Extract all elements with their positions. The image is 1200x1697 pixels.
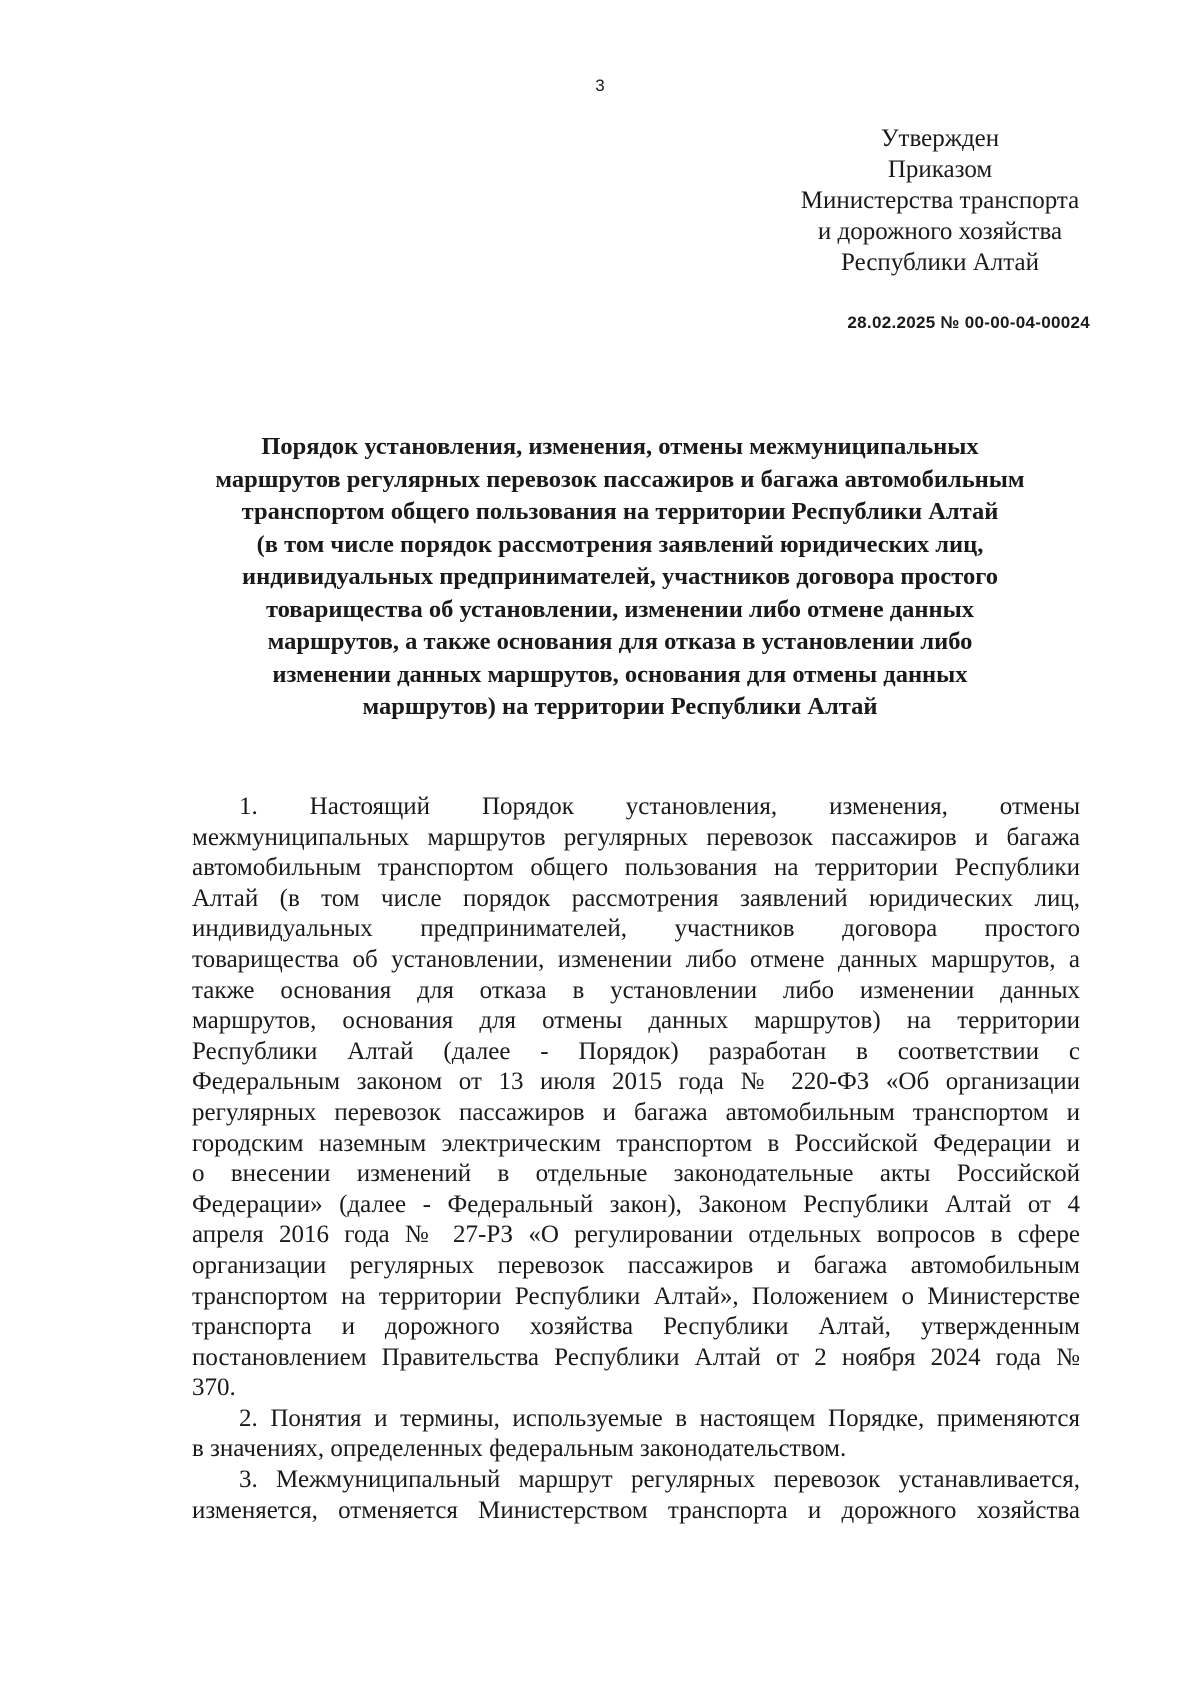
text-line: Федерации» (далее - Федеральный закон), Законом Республики Алтай от 4 <box>192 1190 1080 1218</box>
text-line: межмуниципальных маршрутов регулярных перевозок пассажиров и багажа <box>192 823 1080 851</box>
title-line: (в том числе порядок рассмотрения заявлений юридических лиц, <box>256 530 984 558</box>
text-line: Федеральным законом от 13 июля 2015 года № 220-ФЗ «Об организации <box>192 1068 1080 1096</box>
text-line: апреля 2016 года № 27-РЗ «О регулировании отдельных вопросов в сфере <box>192 1221 1080 1249</box>
approval-line: и дорожного хозяйства <box>817 218 1063 245</box>
text-line: товарищества об установлении, изменении либо отмене данных маршрутов, а <box>192 945 1080 973</box>
title-line: изменении данных маршрутов, основания для отмены данных <box>272 660 968 688</box>
text-line: о внесении изменений в отдельные законодательные акты Российской <box>192 1160 1080 1188</box>
text-line: постановлением Правительства Республики Алтай от 2 ноября 2024 года № <box>192 1343 1080 1371</box>
approval-stamp <box>740 123 1140 278</box>
text-line: также основания для отказа в установлении либо изменении данных <box>192 976 1080 1004</box>
text-line: регулярных перевозок пассажиров и багажа автомобильным транспортом и <box>192 1098 1080 1126</box>
document-title <box>180 431 1060 724</box>
text-line: 3. Межмуниципальный маршрут регулярных перевозок устанавливается, <box>239 1466 1080 1494</box>
title-line: индивидуальных предпринимателей, участников договора простого <box>242 563 998 590</box>
text-line: транспорта и дорожного хозяйства Республики Алтай, утвержденным <box>192 1313 1080 1341</box>
approval-line: Утвержден <box>880 125 1000 152</box>
text-line: 1. Настоящий Порядок установления, изменения, отмены <box>239 793 1080 820</box>
title-line: транспортом общего пользования на территории Республики Алтай <box>241 498 999 525</box>
text-line: индивидуальных предпринимателей, участников договора простого <box>192 915 1080 943</box>
text-line: автомобильным транспортом общего пользования на территории Республики <box>192 854 1080 882</box>
approval-line: Министерства транспорта <box>800 187 1080 214</box>
text-line: городским наземным электрическим транспортом в Российской Федерации и <box>192 1129 1080 1157</box>
title-line: маршрутов, а также основания для отказа в установлении либо <box>267 628 973 655</box>
title-line: товарищества об установлении, изменении либо отмене данных <box>265 595 975 623</box>
title-line: маршрутов) на территории Республики Алтай <box>362 693 878 720</box>
document-body <box>192 792 1080 1526</box>
text-line: маршрутов, основания для отмены данных маршрутов) на территории <box>192 1007 1080 1035</box>
title-line: Порядок установления, изменения, отмены межмуниципальных <box>261 433 979 460</box>
text-line: Алтай (в том числе порядок рассмотрения заявлений юридических лиц, <box>192 884 1080 912</box>
order-reference: 28.02.2025 № 00-00-04-00024 <box>847 313 1090 332</box>
text-line: в значениях, определенных федеральным законодательством. <box>192 1435 847 1463</box>
page-number: 3 <box>595 76 605 95</box>
approval-line: Приказом <box>887 156 993 183</box>
paragraph-2 <box>192 1404 1080 1465</box>
text-line: изменяется, отменяется Министерством транспорта и дорожного хозяйства <box>192 1496 1080 1524</box>
text-line: 2. Понятия и термины, используемые в настоящем Порядке, применяются <box>239 1404 1080 1432</box>
paragraph-1 <box>192 792 1080 1404</box>
text-line: организации регулярных перевозок пассажиров и багажа автомобильным <box>192 1251 1080 1279</box>
approval-line: Республики Алтай <box>841 249 1039 276</box>
text-line: транспортом на территории Республики Алтай», Положением о Министерстве <box>192 1282 1080 1310</box>
title-line: маршрутов регулярных перевозок пассажиров и багажа автомобильным <box>215 465 1025 493</box>
text-line: Республики Алтай (далее - Порядок) разработан в соответствии с <box>192 1037 1080 1065</box>
text-line: 370. <box>192 1374 236 1402</box>
paragraph-3 <box>192 1465 1080 1526</box>
